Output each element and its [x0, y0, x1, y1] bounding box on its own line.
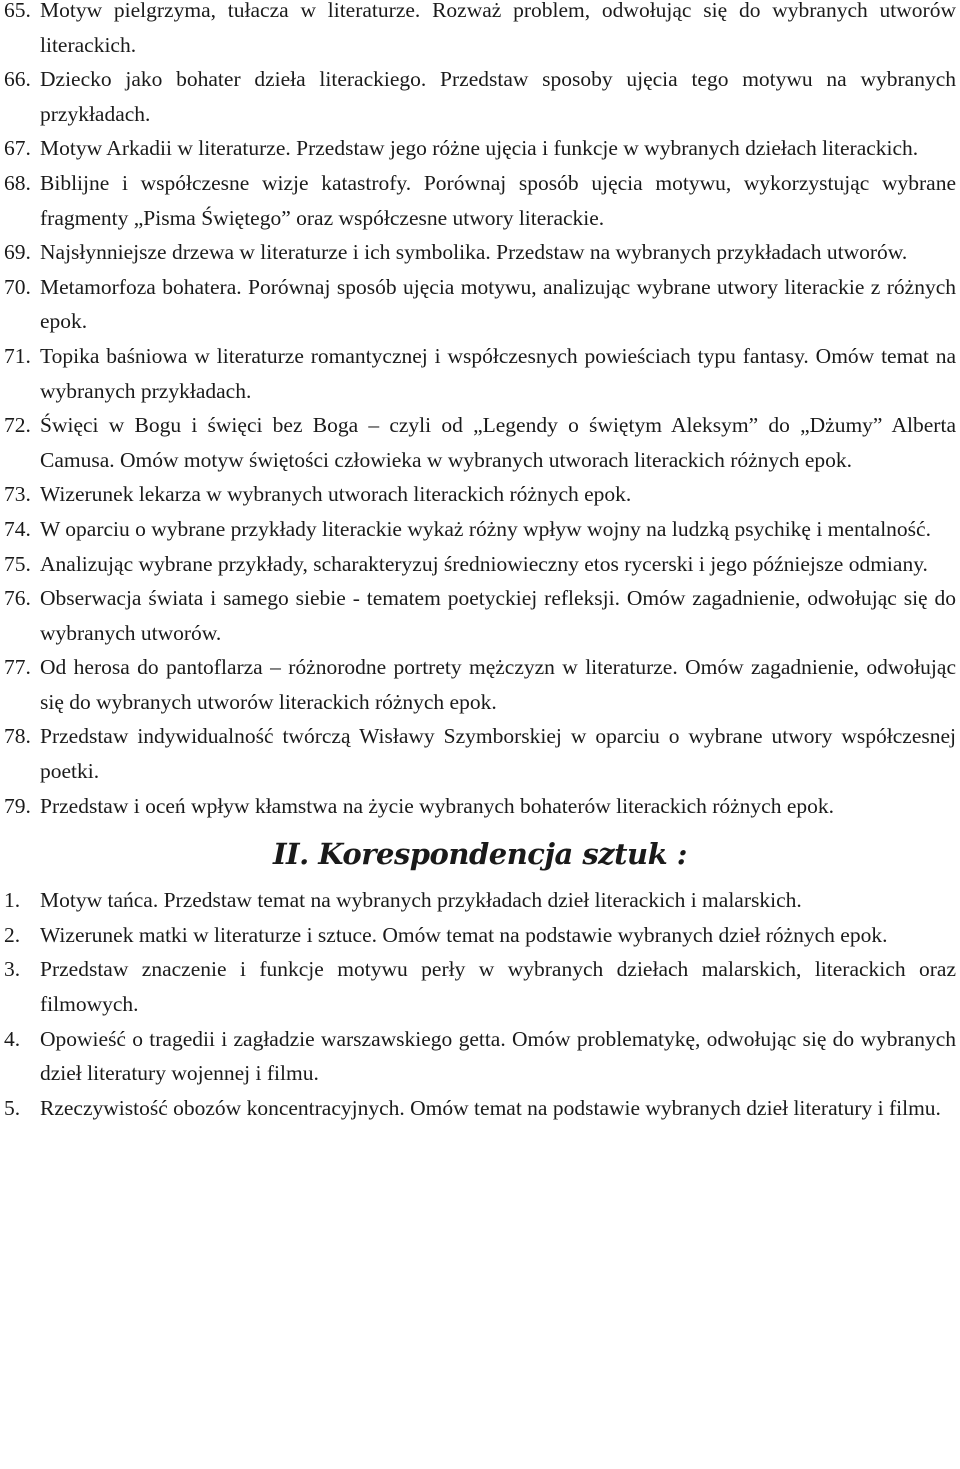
item-number: 4.: [4, 1026, 21, 1051]
item-text: Topika baśniowa w literaturze romantycznej i współczesnych powieściach typu fantasy. Omów temat na wybranych przykładach.: [40, 343, 956, 403]
item-text: Metamorfoza bohatera. Porównaj sposób ujęcia motywu, analizując wybrane utwory literackie z różnych epok.: [40, 274, 956, 334]
item-text: Motyw tańca. Przedstaw temat na wybranych przykładach dzieł literackich i malarskich.: [40, 888, 802, 913]
item-number: 68.: [4, 170, 31, 195]
list-item: [4, 1091, 956, 1126]
topic-list-art-correspondence: [4, 883, 956, 1125]
item-number: 76.: [4, 586, 31, 611]
item-number: 74.: [4, 516, 31, 541]
item-number: 5.: [4, 1095, 21, 1120]
item-number: 77.: [4, 655, 31, 680]
item-number: 73.: [4, 482, 31, 507]
item-number: 2.: [4, 922, 21, 947]
list-item: [4, 581, 956, 650]
list-item: [4, 62, 956, 131]
list-item: [4, 270, 956, 339]
list-item: [4, 235, 956, 270]
list-item: [4, 952, 956, 1021]
list-item: [4, 408, 956, 477]
list-item: [4, 339, 956, 408]
item-number: 65.: [4, 0, 31, 22]
item-number: 69.: [4, 240, 31, 265]
list-item: [4, 650, 956, 719]
item-text: Obserwacja świata i samego siebie - tematem poetyckiej refleksji. Omów zagadnienie, odwołując się do wybranych utworów.: [40, 586, 956, 645]
item-text: Wizerunek lekarza w wybranych utworach literackich różnych epok.: [40, 482, 632, 507]
item-number: 70.: [4, 274, 31, 299]
item-text: Analizując wybrane przykłady, scharakteryzuj średniowieczny etos rycerski i jego późniejsze odmiany.: [40, 551, 928, 576]
item-text: Od herosa do pantoflarza – różnorodne portrety mężczyzn w literaturze. Omów zagadnienie, odwołując się do wybranych utworów literackich różnych epok.: [40, 655, 956, 714]
list-item: [4, 1022, 956, 1091]
item-text: Święci w Bogu i święci bez Boga – czyli od „Legendy o świętym Aleksym” do „Dżumy” Alberta Camusa. Omów motyw świętości człowieka w wybranych utworach literackich różnych epok.: [40, 413, 956, 472]
list-item: [4, 477, 956, 512]
item-number: 75.: [4, 551, 31, 576]
section-heading: II. Korespondencja sztuk :: [272, 837, 687, 872]
list-item: [4, 719, 956, 788]
item-number: 1.: [4, 888, 21, 913]
list-item: [4, 547, 956, 582]
item-text: Rzeczywistość obozów koncentracyjnych. Omów temat na podstawie wybranych dzieł literatury i filmu.: [40, 1095, 941, 1120]
topic-list-literature: [4, 0, 956, 823]
item-text: Przedstaw i oceń wpływ kłamstwa na życie wybranych bohaterów literackich różnych epok.: [40, 793, 835, 818]
item-text: Wizerunek matki w literaturze i sztuce. Omów temat na podstawie wybranych dzieł różnych epok.: [40, 922, 888, 947]
item-text: Motyw pielgrzyma, tułacza w literaturze. Rozważ problem, odwołując się do wybranych utworów literackich.: [40, 0, 956, 57]
item-number: 72.: [4, 413, 31, 438]
list-item: [4, 918, 956, 953]
list-item: [4, 789, 956, 824]
list-item: [4, 0, 956, 62]
item-number: 71.: [4, 343, 31, 368]
item-text: Dziecko jako bohater dzieła literackiego. Przedstaw sposoby ujęcia tego motywu na wybranych przykładach.: [40, 67, 956, 126]
item-text: Motyw Arkadii w literaturze. Przedstaw jego różne ujęcia i funkcje w wybranych dziełach literackich.: [40, 136, 919, 161]
item-text: Przedstaw indywidualność twórczą Wisławy Szymborskiej w oparciu o wybrane utwory współczesnej poetki.: [40, 724, 956, 784]
item-text: Najsłynniejsze drzewa w literaturze i ich symbolika. Przedstaw na wybranych przykładach utworów.: [40, 240, 908, 265]
document-page: [4, 0, 956, 1125]
list-item: [4, 512, 956, 547]
item-number: 3.: [4, 957, 21, 982]
item-text: Opowieść o tragedii i zagładzie warszawskiego getta. Omów problematykę, odwołując się do wybranych dzieł literatury wojennej i filmu.: [40, 1026, 956, 1086]
item-number: 67.: [4, 136, 31, 161]
item-text: Biblijne i współczesne wizje katastrofy. Porównaj sposób ujęcia motywu, wykorzystując wybrane fragmenty „Pisma Świętego” oraz współczesne utwory literackie.: [40, 170, 956, 230]
item-number: 66.: [4, 67, 31, 92]
item-number: 79.: [4, 793, 31, 818]
list-item: [4, 883, 956, 918]
item-number: 78.: [4, 724, 31, 749]
list-item: [4, 131, 956, 166]
item-text: Przedstaw znaczenie i funkcje motywu perły w wybranych dziełach malarskich, literackich oraz filmowych.: [40, 957, 956, 1017]
item-text: W oparciu o wybrane przykłady literackie wykaż różny wpływ wojny na ludzką psychikę i mentalność.: [40, 516, 931, 541]
list-item: [4, 166, 956, 235]
